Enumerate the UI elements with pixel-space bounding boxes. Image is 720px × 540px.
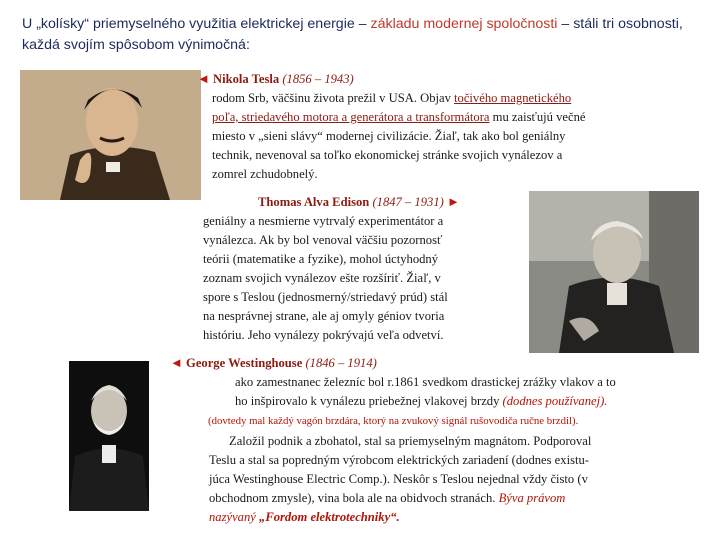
tesla-line2-rest: mu zaisťujú večné: [489, 110, 586, 124]
westinghouse-heading: [170, 353, 570, 373]
westinghouse-p2-last-a: obchodnom zmysle), vina bola ale na obidvoch stranách.: [209, 491, 499, 505]
edison-line: históriu. Jeho vynálezy pokrývajú veľa odvetví.: [203, 328, 444, 342]
westinghouse-para2: [209, 432, 709, 527]
edison-section: [203, 192, 533, 345]
westinghouse-line1: ako zamestnanec železníc bol r.1861 svedkom drastickej zrážky vlakov a to: [235, 375, 616, 389]
tesla-link1: točivého magnetického: [454, 91, 572, 105]
tesla-arrow-icon: ◄: [197, 71, 210, 86]
edison-years: (1847 – 1931): [372, 195, 444, 209]
edison-photo: [529, 191, 699, 353]
intro-part1: U „kolísky“ priemyselného využitia elektrickej energie –: [22, 16, 371, 32]
edison-line: teórii (matematike a fyzike), mohol úctyhodný: [203, 252, 439, 266]
westinghouse-p2-final-b: „Fordom elektrotechniky“.: [259, 510, 400, 524]
tesla-section: [197, 69, 707, 184]
tesla-years: (1856 – 1943): [282, 72, 354, 86]
westinghouse-line2: ho inšpirovalo k vynálezu priebežnej vlakovej brzdy: [235, 394, 503, 408]
westinghouse-p2-line: Teslu a stal sa popredným výrobcom elektrických zariadení (dodnes existu-: [209, 453, 589, 467]
edison-arrow-icon: ►: [446, 194, 460, 209]
intro-part2: – stáli tri osobnosti, každá svojím spôsobom výnimočná:: [22, 16, 683, 53]
westinghouse-p2-last-red: Býva právom: [498, 491, 566, 505]
westinghouse-note: (dovtedy mal každý vagón brzdára, ktorý na zvukový signál rušovodiča ručne brzdil).: [208, 415, 579, 427]
intro-text: [22, 14, 712, 56]
edison-line: na nesprávnej strane, ale aj omyly géniov tvoria: [203, 309, 445, 323]
tesla-link2: poľa, striedavého motora a generátora a transformátora: [212, 110, 490, 124]
westinghouse-p2-final-a: nazývaný: [209, 510, 260, 524]
westinghouse-line2-red: (dodnes používanej).: [502, 394, 608, 408]
westinghouse-name: George Westinghouse: [186, 356, 303, 370]
tesla-line4: technik, nevenoval sa toľko ekonomickej stránke svojich vynálezov a: [212, 148, 563, 162]
westinghouse-para1: [235, 373, 705, 411]
tesla-line5: zomrel zchudobnelý.: [212, 167, 318, 181]
edison-name: Thomas Alva Edison: [258, 195, 370, 209]
intro-highlight: základu modernej spoločnosti: [370, 16, 558, 32]
edison-line: zoznam svojich vynálezov ešte rozšíriť. Žiaľ, v: [203, 271, 441, 285]
tesla-photo: [20, 70, 201, 200]
westinghouse-p2-line: júca Westinghouse Electric Comp.). Neskôr s Teslou nejednal vždy čisto (v: [209, 472, 588, 486]
tesla-line1: rodom Srb, väčšinu života prežil v USA. Objav: [212, 91, 455, 105]
edison-line: spore s Teslou (jednosmerný/striedavý prúd) stál: [203, 290, 448, 304]
tesla-name: Nikola Tesla: [213, 72, 280, 86]
westinghouse-arrow-icon: ◄: [170, 355, 183, 370]
westinghouse-years: (1846 – 1914): [305, 356, 377, 370]
edison-line: vynálezca. Ak by bol venoval väčšiu pozornosť: [203, 233, 443, 247]
edison-line: geniálny a nesmierne vytrvalý experimentátor a: [203, 214, 444, 228]
westinghouse-p2-line: Založil podnik a zbohatol, stal sa priemyselným magnátom. Podporoval: [229, 434, 592, 448]
tesla-line3: miesto v „sieni slávy“ modernej civilizácie. Žiaľ, tak ako bol geniálny: [212, 129, 566, 143]
westinghouse-photo: [69, 361, 149, 511]
